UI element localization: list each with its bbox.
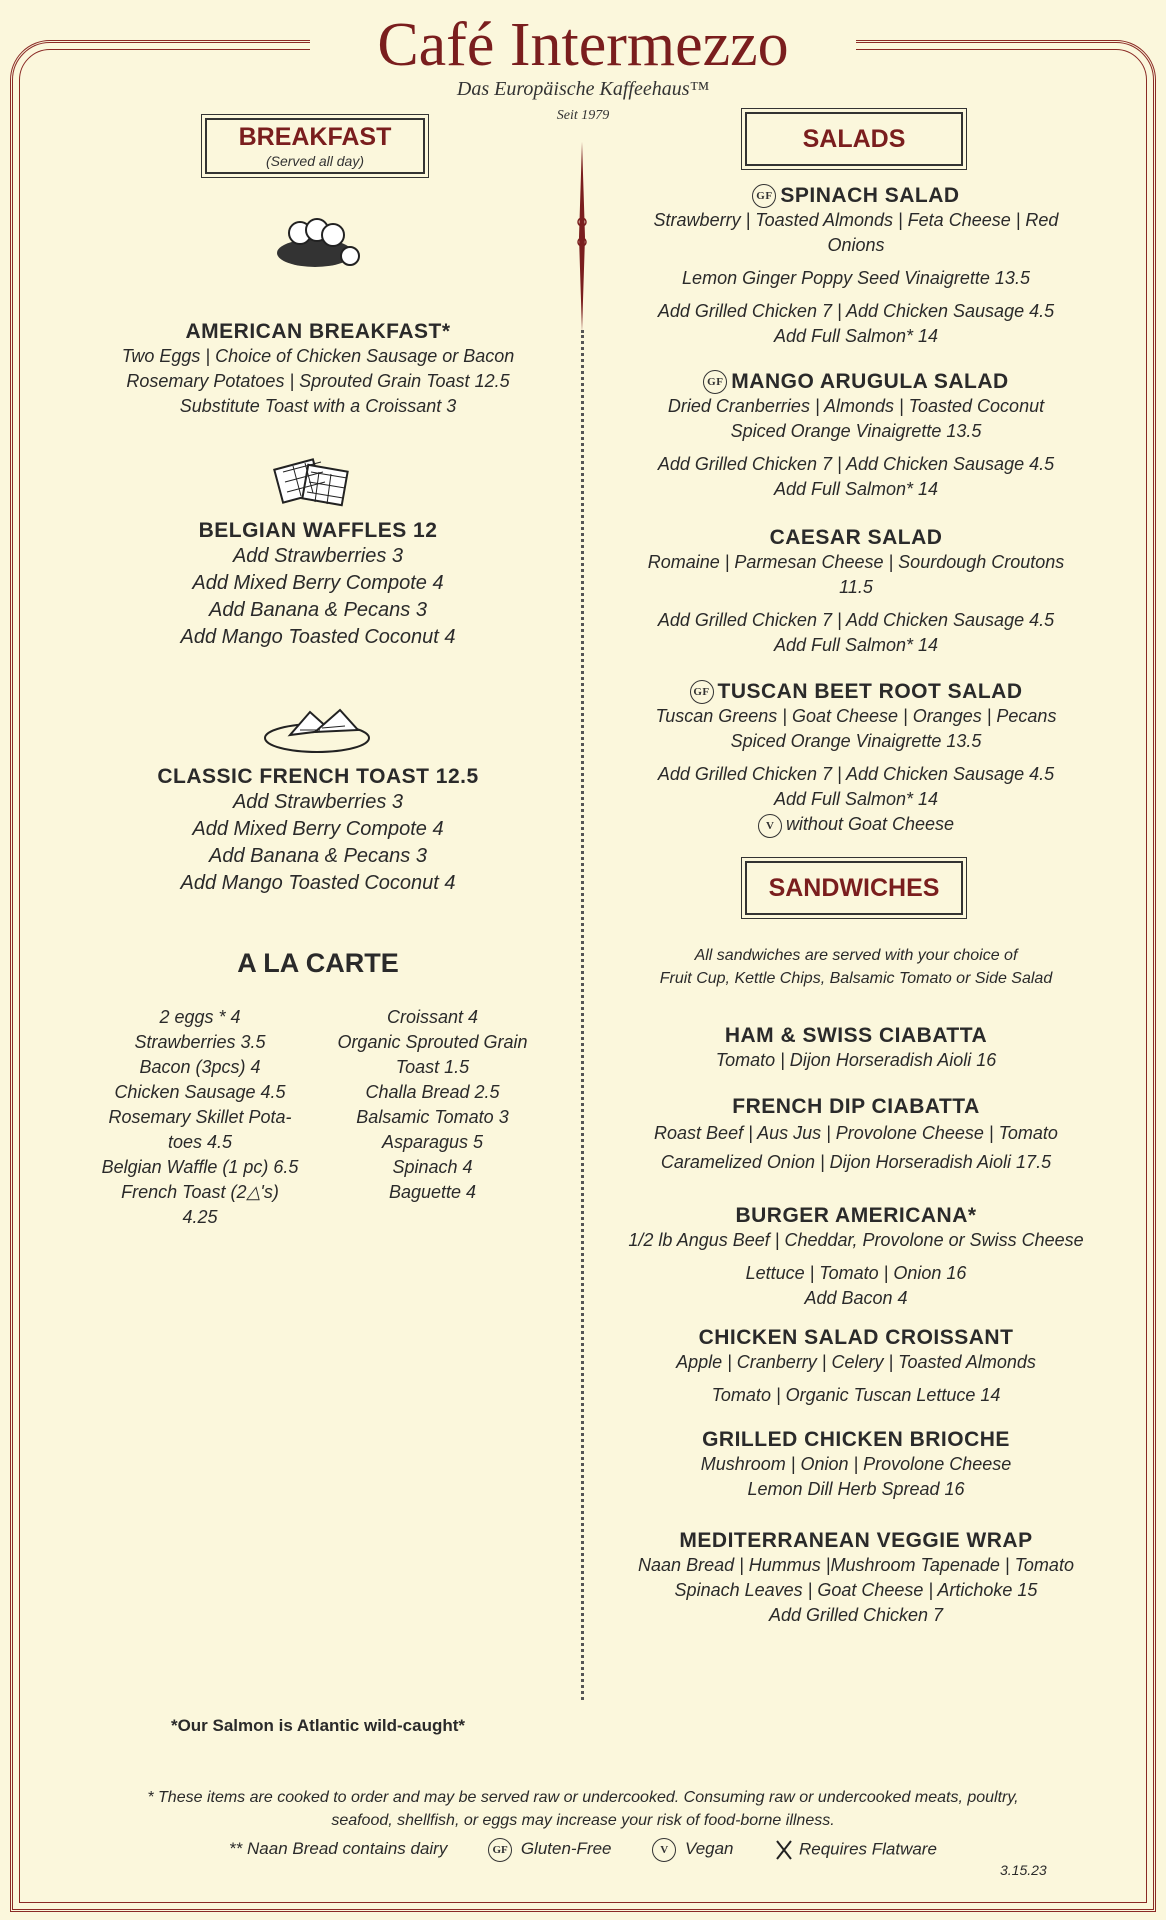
a-la-carte-item: Baguette 4	[388, 1182, 477, 1202]
flatware-icon	[774, 1839, 794, 1861]
waffle-addon: Add Banana & Pecans 3	[209, 599, 427, 621]
a-la-carte-item: 4.25	[182, 1207, 218, 1227]
sandwich-line: Tomato | Dijon Horseradish Aioli 16	[715, 1050, 997, 1070]
sandwich-title: GRILLED CHICKEN BRIOCHE	[702, 1428, 1010, 1451]
sandwich-title: MEDITERRANEAN VEGGIE WRAP	[679, 1529, 1033, 1552]
breakfast-note: (Served all day)	[265, 153, 365, 169]
french-toast	[60, 765, 576, 897]
gluten-free-icon: GF	[690, 680, 714, 704]
mediterranean-veggie-wrap	[600, 1529, 1112, 1628]
french-toast-plate-icon	[260, 700, 375, 755]
caesar-salad	[600, 526, 1112, 658]
a-la-carte-item: Croissant 4	[386, 1007, 479, 1027]
belgian-waffles	[60, 519, 576, 651]
salad-line: Add Grilled Chicken 7 | Add Chicken Sausage 4.5	[657, 454, 1055, 475]
sandwich-title: FRENCH DIP CIABATTA	[732, 1095, 980, 1118]
sandwich-line: 1/2 lb Angus Beef | Cheddar, Provolone or Swiss Cheese	[628, 1230, 1084, 1250]
breakfast-heading-box	[205, 118, 425, 174]
a-la-carte-item: Asparagus 5	[381, 1132, 484, 1152]
salad-line: Add Full Salmon* 14	[773, 326, 939, 347]
cafe-since: Seit 1979	[556, 108, 610, 123]
legend	[0, 1838, 1166, 1862]
salad-line: Add Grilled Chicken 7 | Add Chicken Sausage 4.5	[657, 610, 1055, 630]
sandwich-line: Spinach Leaves | Goat Cheese | Artichoke 15	[674, 1580, 1038, 1600]
sandwiches-heading: SANDWICHES	[768, 874, 940, 902]
tuscan-salad-title: TUSCAN BEET ROOT SALAD	[717, 680, 1023, 703]
salad-line: Add Full Salmon* 14	[773, 635, 939, 655]
gluten-free-icon: GF	[752, 184, 776, 208]
sandwich-line: Apple | Cranberry | Celery | Toasted Almonds	[676, 1352, 1036, 1372]
divider-ornament	[576, 142, 588, 332]
french-toast-addon: Add Strawberries 3	[232, 791, 404, 813]
salads-heading: SALADS	[802, 125, 906, 153]
vegan-label: Vegan	[684, 1839, 734, 1859]
salad-line: Add Full Salmon* 14	[773, 789, 939, 810]
salad-line: Add Grilled Chicken 7 | Add Chicken Sausage 4.5	[657, 764, 1055, 785]
sandwich-title: BURGER AMERICANA*	[735, 1204, 977, 1227]
grilled-chicken-brioche	[600, 1428, 1112, 1502]
a-la-carte-item: 2 eggs * 4	[159, 1007, 241, 1027]
sandwich-line: Caramelized Onion | Dijon Horseradish Aioli 17.5	[660, 1152, 1052, 1172]
gluten-free-label: Gluten-Free	[520, 1839, 612, 1859]
salmon-note: *Our Salmon is Atlantic wild-caught*	[170, 1716, 466, 1735]
gluten-free-icon: GF	[703, 370, 727, 394]
a-la-carte-item: Belgian Waffle (1 pc) 6.5	[101, 1157, 299, 1177]
raw-warning-line: * These items are cooked to order and may be served raw or undercooked. Consuming raw or undercooked meats, poultry,	[147, 1789, 1019, 1806]
salad-line: Strawberry | Toasted Almonds | Feta Cheese | Red	[653, 210, 1059, 231]
a-la-carte-heading: A LA CARTE	[237, 948, 399, 978]
sandwich-line: Add Bacon 4	[804, 1288, 908, 1308]
salad-line: Tuscan Greens | Goat Cheese | Oranges | Pecans	[655, 706, 1057, 727]
spinach-salad-title: SPINACH SALAD	[780, 184, 960, 207]
sandwich-line: Tomato | Organic Tuscan Lettuce 14	[711, 1385, 1001, 1405]
ham-swiss-ciabatta	[600, 1024, 1112, 1073]
spinach-salad	[600, 184, 1112, 349]
waffle-addon: Add Mixed Berry Compote 4	[192, 572, 444, 594]
vegan-icon: V	[652, 1838, 676, 1862]
cafe-subtitle: Das Europäische Kaffeehaus™	[456, 78, 710, 100]
sandwich-line: Lettuce | Tomato | Onion 16	[745, 1263, 967, 1283]
sandwich-intro-line: Fruit Cup, Kettle Chips, Balsamic Tomato or Side Salad	[659, 970, 1053, 987]
eggs-bowl-icon	[265, 208, 365, 278]
sandwich-intro	[600, 944, 1112, 990]
french-toast-addon: Add Banana & Pecans 3	[209, 845, 427, 867]
sandwich-line: Roast Beef | Aus Jus | Provolone Cheese | Tomato	[654, 1123, 1058, 1143]
salad-line: Onions	[827, 235, 885, 256]
salad-line: Lemon Ginger Poppy Seed Vinaigrette 13.5	[682, 268, 1030, 289]
sandwich-intro-line: All sandwiches are served with your choice of	[694, 947, 1018, 964]
salad-line: Dried Cranberries | Almonds | Toasted Coconut	[667, 396, 1045, 417]
a-la-carte-item: Spinach 4	[392, 1157, 473, 1177]
waffle-icon	[273, 452, 353, 512]
sandwich-line: Add Grilled Chicken 7	[768, 1605, 944, 1625]
american-breakfast-title: AMERICAN BREAKFAST*	[185, 320, 451, 343]
a-la-carte-item: Rosemary Skillet Pota-	[108, 1107, 292, 1127]
cafe-title: Café Intermezzo	[377, 11, 789, 79]
breakfast-heading: BREAKFAST	[238, 123, 392, 151]
gluten-free-icon: GF	[488, 1838, 512, 1862]
mango-arugula-salad	[600, 370, 1112, 502]
salad-line: 11.5	[839, 577, 873, 597]
a-la-carte-item: Strawberries 3.5	[134, 1032, 266, 1052]
a-la-carte-item: toes 4.5	[167, 1132, 233, 1152]
a-la-carte-item: Organic Sprouted Grain	[337, 1032, 528, 1052]
american-breakfast-line: Substitute Toast with a Croissant 3	[179, 396, 457, 416]
a-la-carte-item: Toast 1.5	[395, 1057, 470, 1077]
salad-line: Spiced Orange Vinaigrette 13.5	[730, 421, 982, 442]
salads-heading-box	[745, 112, 963, 166]
a-la-carte-item: Bacon (3pcs) 4	[139, 1057, 261, 1077]
vegan-icon: V	[758, 814, 782, 838]
sandwich-line: Naan Bread | Hummus |Mushroom Tapenade | Tomato	[638, 1555, 1074, 1575]
a-la-carte-left	[85, 1005, 315, 1230]
salad-line: Romaine | Parmesan Cheese | Sourdough Croutons	[647, 552, 1065, 572]
french-toast-addon: Add Mixed Berry Compote 4	[192, 818, 444, 840]
caesar-salad-title: CAESAR SALAD	[769, 526, 943, 549]
tuscan-beet-salad	[600, 680, 1112, 838]
a-la-carte-item: Challa Bread 2.5	[365, 1082, 500, 1102]
american-breakfast	[60, 320, 576, 419]
raw-warning-line: seafood, shellfish, or eggs may increase your risk of food-borne illness.	[331, 1812, 835, 1829]
salad-line: Add Full Salmon* 14	[773, 479, 939, 500]
salad-line: Add Grilled Chicken 7 | Add Chicken Sausage 4.5	[657, 301, 1055, 322]
menu-date: 3.15.23	[1000, 1862, 1047, 1878]
mango-salad-title: MANGO ARUGULA SALAD	[731, 370, 1009, 393]
waffle-addon: Add Strawberries 3	[232, 545, 404, 567]
sandwiches-heading-box	[745, 861, 963, 915]
french-dip-ciabatta	[600, 1095, 1112, 1177]
american-breakfast-line: Rosemary Potatoes | Sprouted Grain Toast 12.5	[126, 371, 510, 391]
sandwich-title: HAM & SWISS CIABATTA	[724, 1024, 988, 1047]
a-la-carte-item: French Toast (2△'s)	[121, 1182, 279, 1202]
belgian-waffles-title: BELGIAN WAFFLES 12	[198, 519, 438, 542]
salad-line: Spiced Orange Vinaigrette 13.5	[730, 731, 982, 752]
a-la-carte-right	[320, 1005, 545, 1205]
waffle-addon: Add Mango Toasted Coconut 4	[180, 626, 456, 648]
sandwich-title: CHICKEN SALAD CROISSANT	[698, 1326, 1014, 1349]
naan-note: ** Naan Bread contains dairy	[229, 1839, 448, 1859]
flatware-label: Requires Flatware	[798, 1839, 937, 1859]
sandwich-line: Mushroom | Onion | Provolone Cheese	[700, 1454, 1012, 1474]
french-toast-title: CLASSIC FRENCH TOAST 12.5	[157, 765, 479, 788]
a-la-carte-item: Chicken Sausage 4.5	[114, 1082, 286, 1102]
sandwich-line: Lemon Dill Herb Spread 16	[747, 1479, 965, 1499]
vegan-note: without Goat Cheese	[785, 814, 955, 835]
center-divider	[581, 330, 584, 1700]
american-breakfast-line: Two Eggs | Choice of Chicken Sausage or Bacon	[121, 346, 515, 366]
burger-americana	[600, 1204, 1112, 1311]
a-la-carte-item: Balsamic Tomato 3	[356, 1107, 509, 1127]
french-toast-addon: Add Mango Toasted Coconut 4	[180, 872, 456, 894]
chicken-salad-croissant	[600, 1326, 1112, 1408]
